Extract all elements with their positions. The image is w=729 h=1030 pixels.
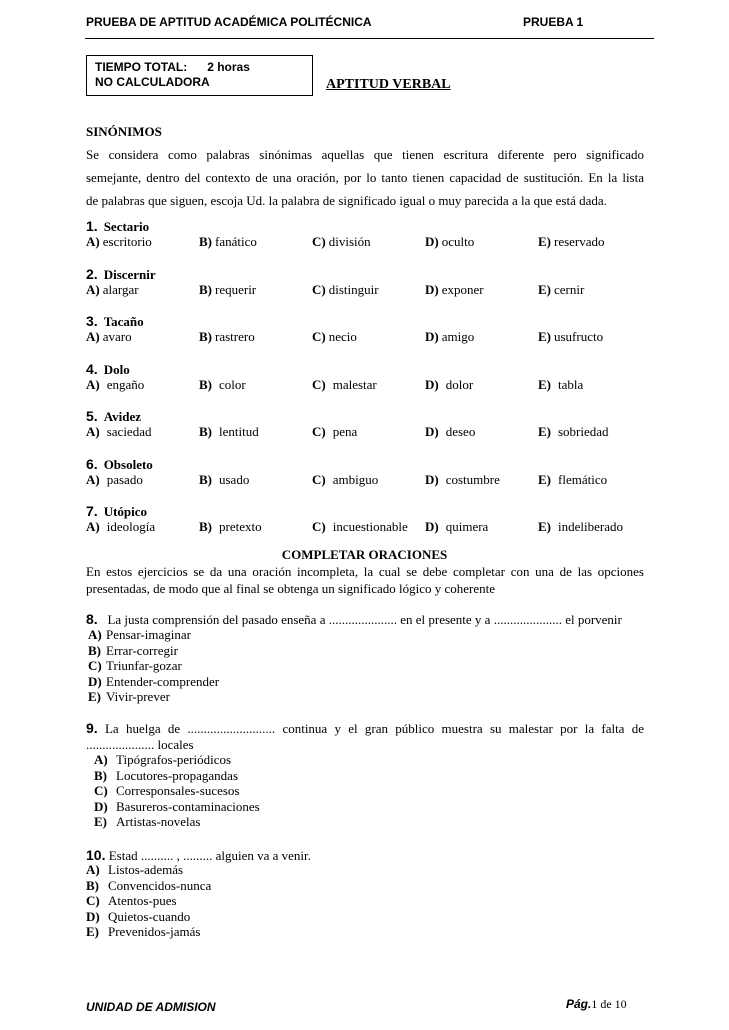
option-letter: A) (88, 627, 102, 642)
option-letter: A) (86, 862, 100, 877)
option-text: engaño (106, 376, 145, 392)
question-number: 1. (86, 218, 98, 234)
option-text: fanático (215, 234, 257, 249)
option-d (425, 329, 474, 345)
option-letter: A) (86, 329, 100, 344)
page-count: 1 de 10 (591, 997, 627, 1011)
option-c (312, 424, 357, 440)
question-word: Discernir (103, 266, 156, 282)
option-a (86, 424, 151, 440)
synonyms-instructions-line-2: semejante, dentro del contexto de una oración, por lo tanto tienen capacidad de sustitución. En la lista (86, 170, 644, 185)
option-text: escritorio (102, 234, 152, 249)
question-8 (86, 611, 622, 628)
question-text: La huelga de ........................... continua y el gran público muestra su malestar por la falta de (104, 721, 644, 736)
page-number (566, 997, 627, 1012)
option-letter: E) (86, 924, 99, 939)
question-number: 4. (86, 360, 98, 377)
option-text: exponer (441, 281, 484, 297)
option-e (538, 329, 603, 345)
option-e (538, 282, 584, 298)
option-letter: E) (88, 689, 101, 704)
option-text: Prevenidos-jamás (108, 924, 201, 939)
question-number: 9. (86, 720, 98, 736)
option-a (86, 519, 155, 535)
option-letter: A) (86, 234, 100, 249)
option-letter: D) (94, 798, 108, 814)
option-letter: C) (94, 783, 108, 798)
option-letter: B) (94, 767, 107, 783)
option-text: pena (332, 424, 358, 439)
option-letter: D) (88, 673, 102, 689)
question-word: Dolo (103, 361, 130, 377)
question-number: 2. (86, 265, 98, 282)
option-text: usado (219, 471, 250, 487)
option-letter: B) (199, 424, 212, 439)
option-a (86, 234, 152, 250)
complete-sentences-heading: COMPLETAR ORACIONES (281, 547, 448, 562)
complete-instructions-line-2: presentadas, de modo que al final se obtenga un significado lógico y coherente (86, 581, 496, 596)
synonyms-instructions-line-1: Se considera como palabras sinónimas aquellas que tienen escritura diferente pero significado (86, 147, 644, 162)
option-text: pretexto (219, 519, 262, 534)
option-text: rastrero (215, 329, 255, 344)
option-c (312, 234, 371, 250)
option-text: quimera (445, 519, 489, 534)
option-letter: A) (94, 752, 108, 767)
option-text: saciedad (106, 424, 152, 439)
synonyms-heading: SINÓNIMOS (86, 124, 162, 139)
option-letter: D) (425, 519, 439, 534)
header-test-number: PRUEBA 1 (523, 15, 584, 29)
question-word: Sectario (103, 219, 150, 234)
option-letter: A) (86, 281, 100, 297)
option-text: Vivir-prever (106, 689, 170, 704)
question-word: Utópico (103, 504, 148, 519)
option-c (312, 377, 377, 393)
section-title: APTITUD VERBAL (326, 77, 451, 92)
option-text: Errar-corregir (106, 642, 178, 658)
option-d (425, 472, 500, 488)
option-b (199, 424, 259, 440)
header-rule (85, 38, 654, 39)
option-letter: B) (86, 877, 99, 893)
option-letter: B) (199, 281, 212, 297)
total-time: TIEMPO TOTAL: 2 horas (95, 60, 250, 74)
option-letter: C) (312, 234, 326, 249)
option-text: Triunfar-gozar (106, 658, 182, 673)
option-letter: C) (312, 376, 326, 392)
option-letter: D) (425, 376, 439, 392)
option-text: Tipógrafos-periódicos (116, 752, 232, 767)
option-letter: E) (538, 281, 551, 297)
option-letter: E) (538, 376, 551, 392)
option-d (425, 377, 473, 393)
option-text: Basureros-contaminaciones (116, 798, 260, 814)
option-text: malestar (332, 376, 377, 392)
option-c (312, 519, 408, 535)
option-text: Listos-además (108, 862, 184, 877)
option-letter: A) (86, 519, 100, 534)
option-e (538, 519, 623, 535)
option-d (425, 424, 475, 440)
option-text: Atentos-pues (108, 893, 177, 908)
option-text: requerir (215, 281, 257, 297)
option-e (538, 424, 609, 440)
option-text: pasado (106, 471, 143, 487)
question-9-line-1 (86, 720, 644, 737)
option-text: ideología (106, 519, 156, 534)
option-letter: B) (199, 471, 212, 487)
option-text: indeliberado (558, 519, 623, 534)
option-a (86, 282, 139, 298)
option-b (199, 234, 257, 250)
option-text: distinguir (328, 281, 379, 297)
option-a (86, 329, 132, 345)
option-letter: E) (538, 329, 551, 344)
option-b (199, 282, 256, 298)
option-c (312, 472, 378, 488)
option-letter: D) (425, 329, 439, 344)
option-text: división (328, 234, 371, 249)
option-e (538, 234, 605, 250)
question-word: Avidez (103, 409, 141, 424)
question-text: Estad .......... , ......... alguien va a venir. (108, 848, 311, 863)
option-letter: B) (199, 234, 212, 249)
header-title: PRUEBA DE APTITUD ACADÉMICA POLITÉCNICA (86, 15, 372, 29)
option-d (425, 282, 484, 298)
option-letter: C) (312, 424, 326, 439)
question-9-line-2: ..................... locales (86, 737, 194, 752)
option-letter: B) (199, 519, 212, 534)
option-text: avaro (102, 329, 132, 344)
option-text: deseo (445, 424, 476, 439)
option-letter: C) (312, 471, 326, 487)
option-letter: E) (538, 471, 551, 487)
option-text: reservado (554, 234, 605, 249)
option-text: flemático (558, 471, 608, 487)
option-text: Locutores-propagandas (116, 767, 239, 783)
option-text: dolor (445, 376, 474, 392)
option-letter: D) (425, 234, 439, 249)
option-text: incuestionable (332, 519, 408, 534)
option-text: necio (328, 329, 357, 344)
option-text: Quietos-cuando (108, 908, 191, 924)
option-b (199, 472, 249, 488)
option-letter: D) (425, 424, 439, 439)
option-d (425, 519, 488, 535)
footer-admission-unit: UNIDAD DE ADMISION (86, 1000, 216, 1014)
option-b (199, 519, 262, 535)
option-text: Entender-comprender (106, 673, 220, 689)
question-number: 8. (86, 611, 98, 627)
time-info-box (86, 55, 313, 96)
option-letter: E) (94, 814, 107, 829)
option-text: cernir (554, 281, 585, 297)
option-text: Artistas-novelas (116, 814, 201, 829)
option-text: Pensar-imaginar (106, 627, 191, 642)
complete-instructions-line-1: En estos ejercicios se da una oración incompleta, la cual se debe completar con una de las opciones (86, 564, 644, 579)
option-letter: D) (86, 908, 100, 924)
option-letter: C) (312, 281, 326, 297)
option-c (312, 329, 357, 345)
option-text: lentitud (219, 424, 259, 439)
option-text: color (219, 376, 246, 392)
question-number: 7. (86, 503, 98, 519)
option-text: alargar (102, 281, 139, 297)
option-letter: E) (538, 424, 551, 439)
option-letter: D) (425, 471, 439, 487)
option-text: tabla (558, 376, 584, 392)
synonyms-instructions-line-3: de palabras que siguen, escoja Ud. la palabra de significado igual o muy parecida a la que está dada. (86, 193, 607, 208)
option-a (86, 377, 144, 393)
option-letter: A) (86, 376, 100, 392)
option-text: sobriedad (558, 424, 609, 439)
option-letter: A) (86, 471, 100, 487)
question-word: Obsoleto (103, 456, 153, 472)
option-text: usufructo (554, 329, 604, 344)
option-letter: D) (425, 281, 439, 297)
option-b (199, 329, 255, 345)
question-number: 5. (86, 408, 98, 424)
question-text: La justa comprensión del pasado enseña a ..................... en el presente y a ..................... el porvenir (107, 612, 622, 627)
option-letter: E) (538, 234, 551, 249)
option-letter: C) (88, 658, 102, 673)
option-letter: C) (312, 519, 326, 534)
option-text: oculto (441, 234, 475, 249)
no-calculator-note: NO CALCULADORA (95, 75, 210, 89)
option-c (312, 282, 379, 298)
option-letter: E) (538, 519, 551, 534)
option-letter: B) (199, 329, 212, 344)
option-d (425, 234, 474, 250)
option-letter: B) (199, 376, 212, 392)
page-label: Pág. (566, 997, 592, 1011)
option-text: ambiguo (332, 471, 379, 487)
option-e (538, 472, 607, 488)
question-number: 6. (86, 455, 98, 472)
option-text: costumbre (445, 471, 500, 487)
option-text: Corresponsales-sucesos (116, 783, 240, 798)
question-word: Tacaño (103, 314, 144, 329)
option-text: Convencidos-nunca (108, 877, 212, 893)
option-text: amigo (441, 329, 475, 344)
option-b (199, 377, 246, 393)
option-letter: A) (86, 424, 100, 439)
question-number: 3. (86, 313, 98, 329)
option-letter: C) (312, 329, 326, 344)
option-a (86, 472, 143, 488)
option-e (538, 377, 583, 393)
option-letter: C) (86, 893, 100, 908)
option-letter: B) (88, 642, 101, 658)
question-number: 10. (86, 847, 106, 863)
